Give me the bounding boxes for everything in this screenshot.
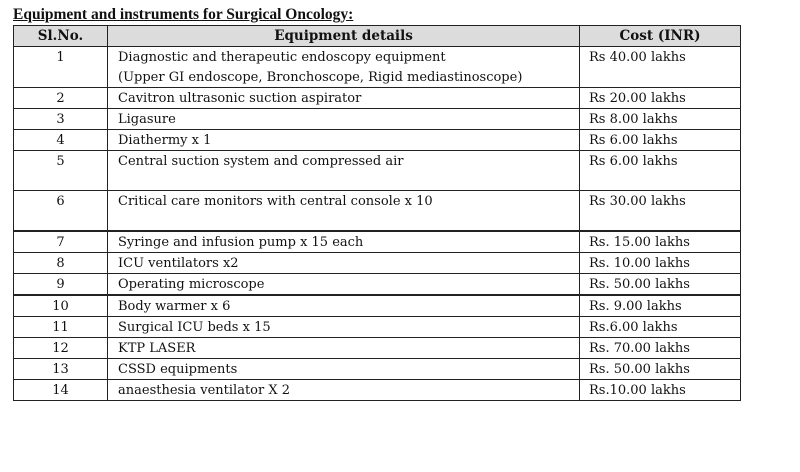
table-row (14, 231, 741, 253)
cell-equipment-details (108, 295, 580, 317)
cost-text: Rs 6.00 lakhs (589, 154, 678, 169)
sl-no-text: 2 (56, 91, 65, 106)
cell-equipment-details (108, 231, 580, 253)
equipment-text: Surgical ICU beds x 15 (118, 319, 271, 335)
cell-equipment-details (108, 191, 580, 231)
table-row (14, 109, 741, 130)
equipment-text: Diagnostic and therapeutic endoscopy equipment (118, 50, 446, 65)
cost-text: Rs 20.00 lakhs (589, 91, 686, 106)
cell-equipment-details (108, 273, 580, 295)
equipment-text: Operating microscope (118, 276, 265, 292)
cell-sl-no (14, 151, 108, 191)
cost-text: Rs. 70.00 lakhs (589, 340, 690, 356)
cell-cost (580, 88, 741, 109)
table-row (14, 88, 741, 109)
cost-text: Rs. 50.00 lakhs (589, 276, 690, 292)
table-row (14, 130, 741, 151)
equipment-text: Syringe and infusion pump x 15 each (118, 234, 364, 250)
table-row (14, 273, 741, 295)
sl-no-text: 6 (56, 194, 65, 209)
cell-cost (580, 337, 741, 358)
cell-equipment-details (108, 151, 580, 191)
cell-equipment-details (108, 316, 580, 337)
cell-sl-no (14, 273, 108, 295)
header-cost: Cost (INR) (580, 26, 741, 47)
sl-no-text: 5 (56, 154, 65, 169)
table-row (14, 379, 741, 400)
cell-equipment-details (108, 337, 580, 358)
equipment-text: CSSD equipments (118, 361, 238, 377)
cell-cost (580, 130, 741, 151)
cost-text: Rs 8.00 lakhs (589, 112, 678, 127)
cell-sl-no (14, 109, 108, 130)
cell-cost (580, 295, 741, 317)
sl-no-text: 3 (56, 112, 65, 127)
cell-sl-no (14, 231, 108, 253)
cost-text: Rs.10.00 lakhs (589, 382, 686, 398)
cell-sl-no (14, 295, 108, 317)
sl-no-text: 1 (56, 50, 65, 65)
cell-equipment-details (108, 379, 580, 400)
table-header-row (14, 26, 741, 47)
table-row (14, 252, 741, 273)
cell-cost (580, 273, 741, 295)
cell-cost (580, 47, 741, 88)
cell-sl-no (14, 252, 108, 273)
header-equipment-details: Equipment details (108, 26, 580, 47)
sl-no-text: 8 (56, 255, 65, 271)
sl-no-text: 13 (52, 361, 69, 377)
cost-text: Rs. 10.00 lakhs (589, 255, 690, 271)
cell-sl-no (14, 379, 108, 400)
sl-no-text: 11 (52, 319, 69, 335)
equipment-text: (Upper GI endoscope, Bronchoscope, Rigid mediastinoscope) (118, 70, 523, 85)
table-row (14, 47, 741, 88)
equipment-text: Critical care monitors with central console x 10 (118, 194, 433, 209)
cost-text: Rs.6.00 lakhs (589, 319, 678, 335)
header-sl-no: Sl.No. (14, 26, 108, 47)
equipment-text: KTP LASER (118, 340, 196, 356)
cell-sl-no (14, 130, 108, 151)
table-row (14, 337, 741, 358)
cell-equipment-details (108, 130, 580, 151)
table-row (14, 295, 741, 317)
equipment-text: Cavitron ultrasonic suction aspirator (118, 91, 362, 106)
table-row (14, 191, 741, 231)
cell-sl-no (14, 358, 108, 379)
cell-equipment-details (108, 88, 580, 109)
table-row (14, 151, 741, 191)
equipment-text: Body warmer x 6 (118, 298, 231, 314)
equipment-text: Ligasure (118, 112, 176, 127)
cell-sl-no (14, 191, 108, 231)
cost-text: Rs. 9.00 lakhs (589, 298, 682, 314)
sl-no-text: 4 (56, 133, 65, 148)
cell-cost (580, 358, 741, 379)
cost-text: Rs. 15.00 lakhs (589, 234, 690, 250)
cell-sl-no (14, 88, 108, 109)
cell-equipment-details (108, 358, 580, 379)
equipment-table (13, 25, 741, 401)
table-row (14, 316, 741, 337)
cell-cost (580, 109, 741, 130)
sl-no-text: 10 (52, 298, 69, 314)
cell-cost (580, 151, 741, 191)
sl-no-text: 9 (56, 276, 65, 292)
equipment-text: anaesthesia ventilator X 2 (118, 382, 290, 398)
equipment-text: Central suction system and compressed air (118, 154, 404, 169)
table-row (14, 358, 741, 379)
sl-no-text: 7 (56, 234, 65, 250)
cell-cost (580, 316, 741, 337)
cell-sl-no (14, 316, 108, 337)
cell-equipment-details (108, 252, 580, 273)
document-title: Equipment and instruments for Surgical Oncology: (13, 6, 354, 23)
equipment-text: Diathermy x 1 (118, 133, 212, 148)
cell-sl-no (14, 47, 108, 88)
cost-text: Rs 40.00 lakhs (589, 50, 686, 65)
equipment-text: ICU ventilators x2 (118, 255, 239, 271)
cell-equipment-details (108, 109, 580, 130)
cell-cost (580, 252, 741, 273)
sl-no-text: 12 (52, 340, 69, 356)
cell-sl-no (14, 337, 108, 358)
sl-no-text: 14 (52, 382, 69, 398)
cost-text: Rs. 50.00 lakhs (589, 361, 690, 377)
cell-equipment-details (108, 47, 580, 88)
cell-cost (580, 191, 741, 231)
table-body (14, 47, 741, 401)
cell-cost (580, 231, 741, 253)
cell-cost (580, 379, 741, 400)
cost-text: Rs 30.00 lakhs (589, 194, 686, 209)
cost-text: Rs 6.00 lakhs (589, 133, 678, 148)
